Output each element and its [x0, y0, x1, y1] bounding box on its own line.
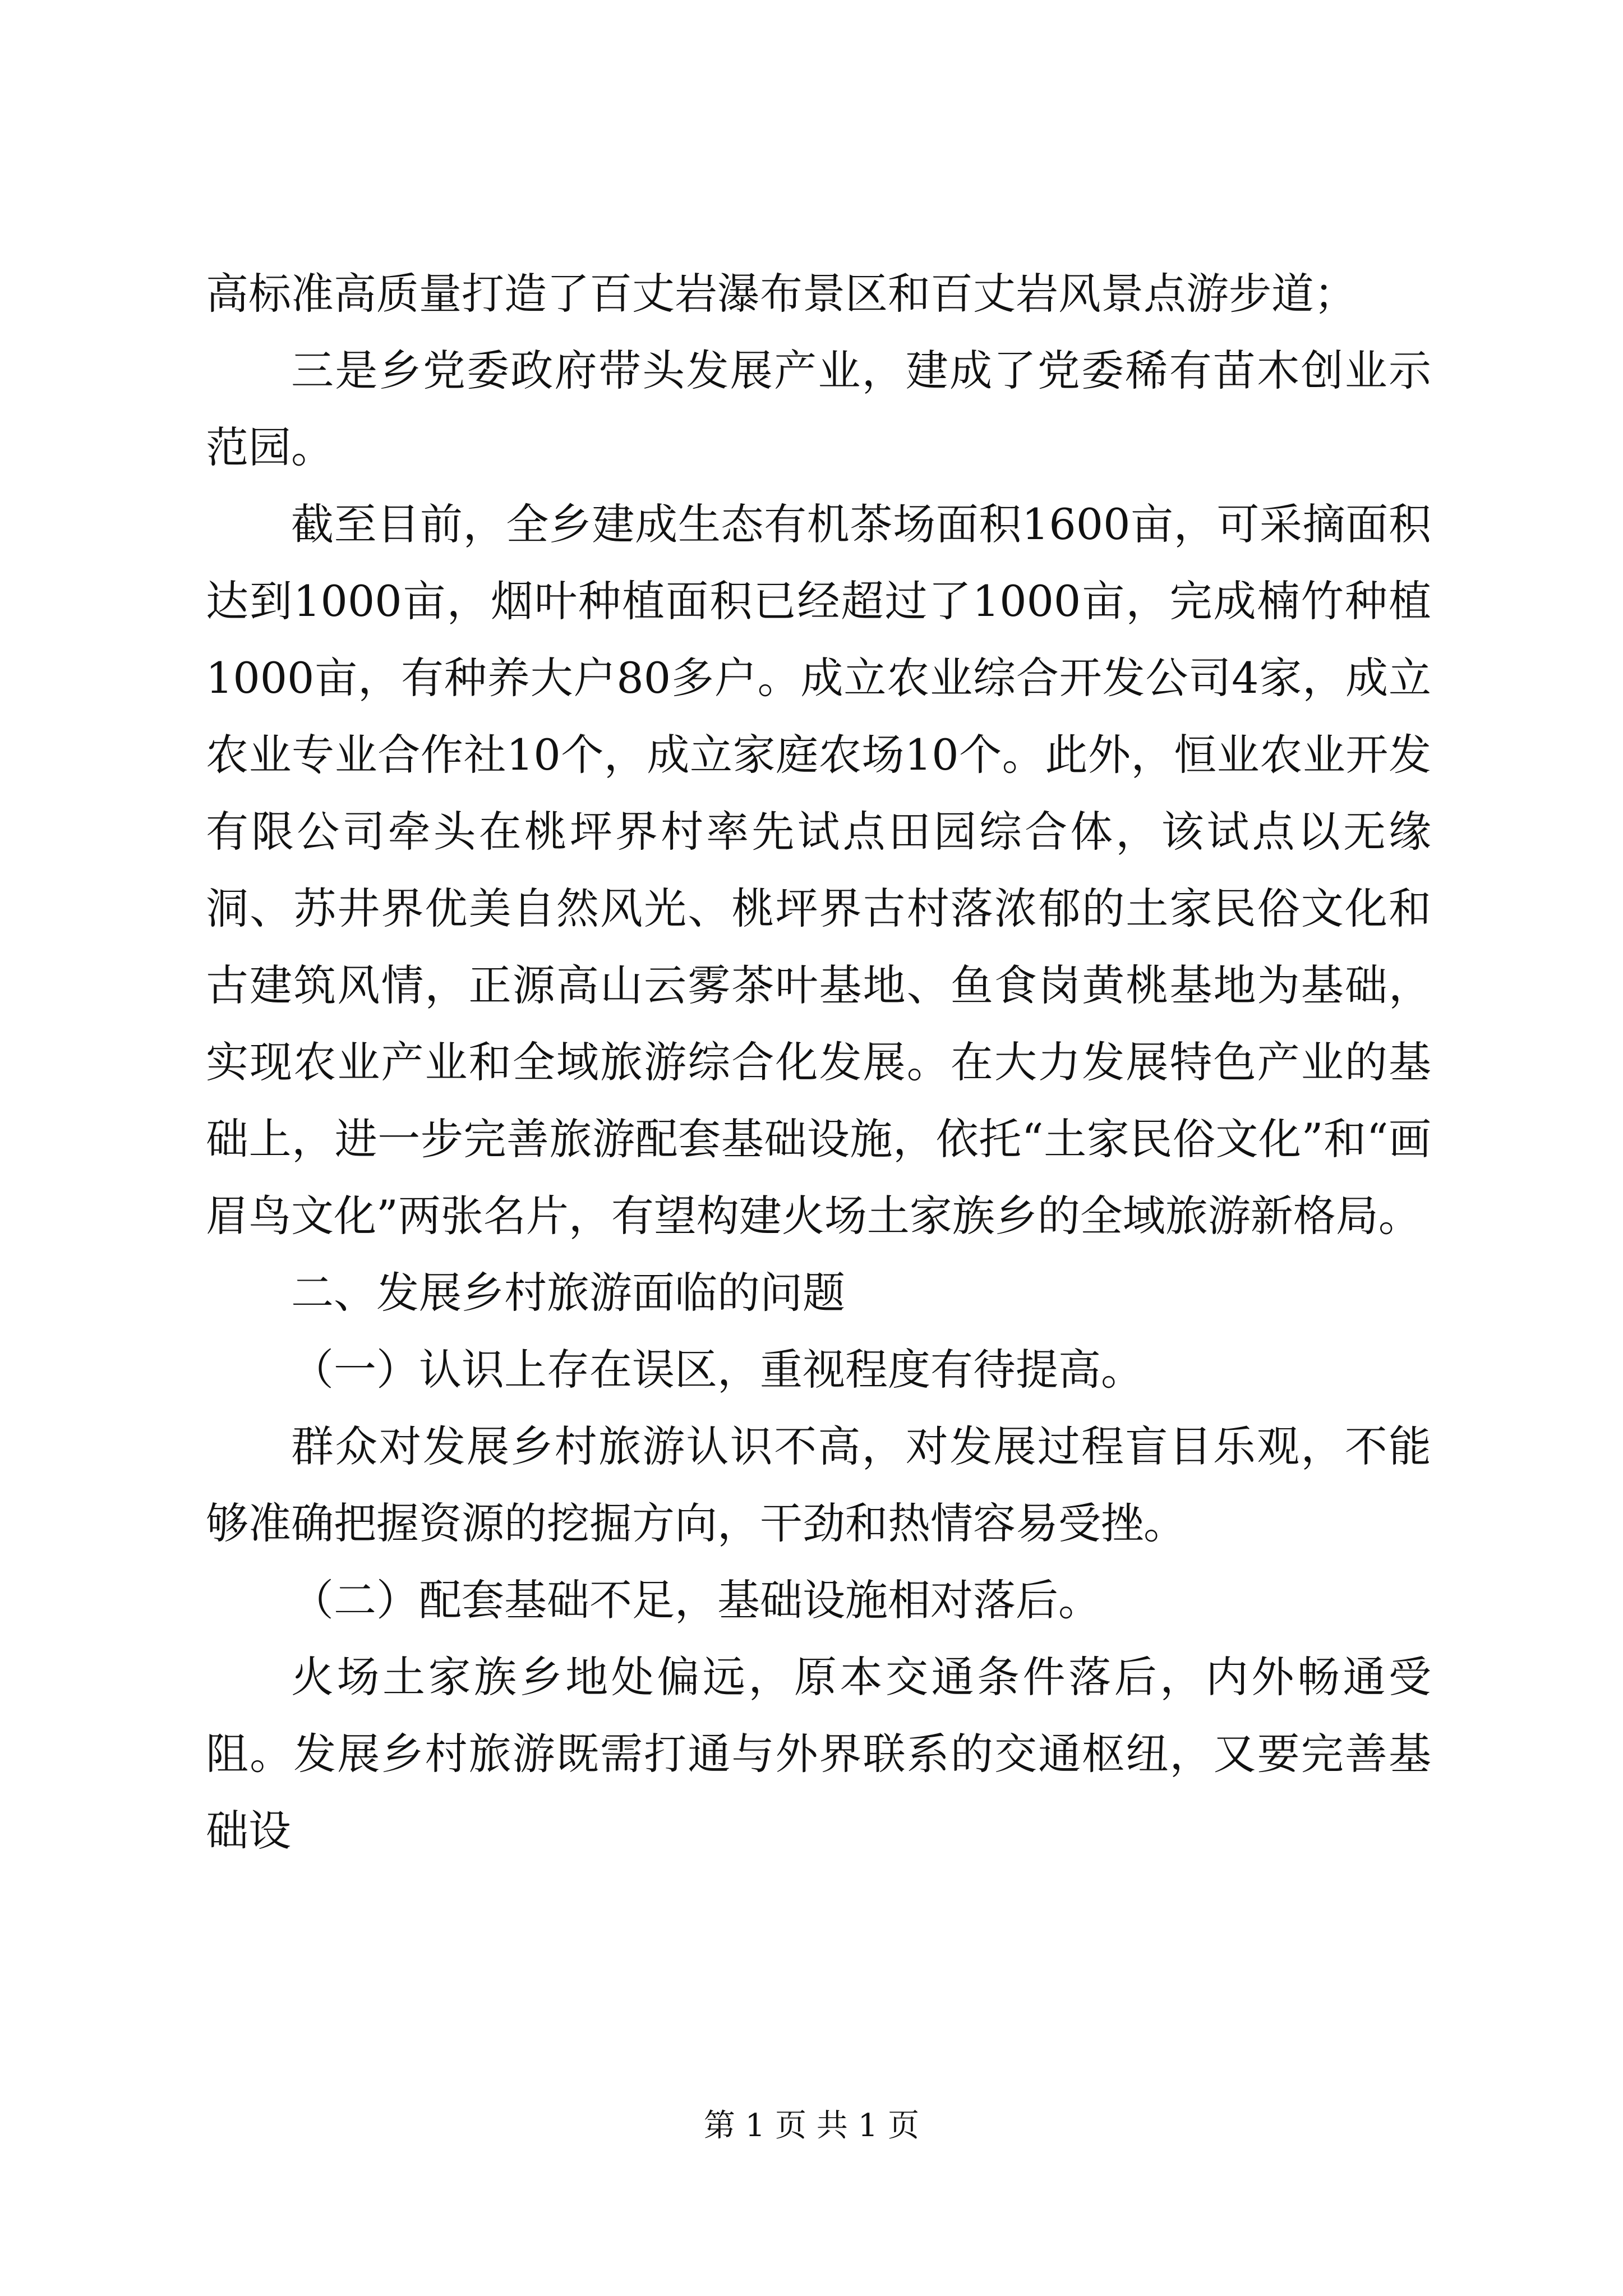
paragraph-5: 火场土家族乡地处偏远，原本交通条件落后，内外畅通受阻。发展乡村旅游既需打通与外界联系的交通枢纽，又要完善基础设: [206, 1652, 1431, 1856]
page-footer: 第 1 页 共 1 页: [703, 2108, 920, 2144]
subheading-2: （二）配套基础不足，基础设施相对落后。: [291, 1575, 1101, 1625]
document-body: [206, 255, 1431, 1869]
paragraph-4: 群众对发展乡村旅游认识不高，对发展过程盲目乐观，不能够准确把握资源的挖掘方向，干劲和热情容易受挫。: [206, 1421, 1431, 1548]
subheading-1: （一）认识上存在误区，重视程度有待提高。: [291, 1345, 1144, 1395]
section-heading-2: 二、发展乡村旅游面临的问题: [291, 1268, 845, 1318]
paragraph-3: 截至目前，全乡建成生态有机茶场面积1600亩，可采摘面积达到1000亩，烟叶种植面积已经超过了1000亩，完成楠竹种植1000亩，有种养大户80多户。成立农业综合开发公司4家，成立农业专业合作社10个，成立家庭农场10个。此外，恒业农业开发有限公司牵头在桃坪界村率先试点田园综合体，该试点以无缘洞、苏井界优美自然风光、桃坪界古村落浓郁的土家民俗文化和古建筑风情，正源高山云雾茶叶基地、鱼食岗黄桃基地为基础，实现农业产业和全域旅游综合化发展。在大力发展特色产业的基础上，进一步完善旅游配套基础设施，依托“土家民俗文化”和“画眉鸟文化”两张名片，有望构建火场土家族乡的全域旅游新格局。: [206, 499, 1431, 1241]
paragraph-1: 高标准高质量打造了百丈岩瀑布景区和百丈岩风景点游步道；: [206, 269, 1357, 319]
paragraph-2: 三是乡党委政府带头发展产业，建成了党委稀有苗木创业示范园。: [206, 346, 1431, 472]
